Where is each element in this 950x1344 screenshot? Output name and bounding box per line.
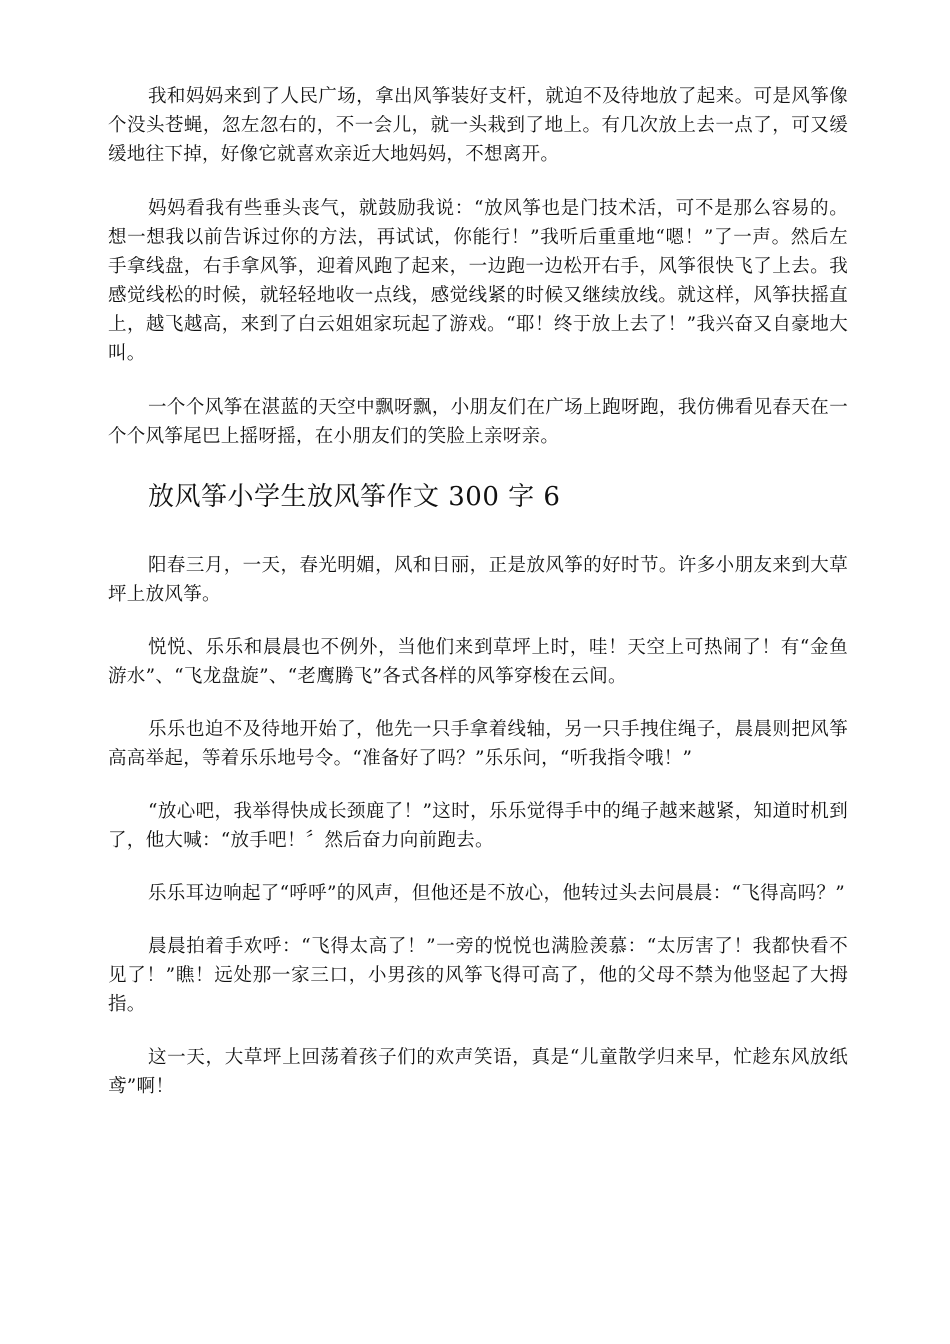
paragraph: 晨晨拍着手欢呼：“飞得太高了！”一旁的悦悦也满脸羡慕：“太厉害了！我都快看不见了！”瞧！远处那一家三口，小男孩的风筝飞得可高了，他的父母不禁为他竖起了大拇指。 bbox=[108, 936, 848, 1015]
paragraph: 一个个风筝在湛蓝的天空中飘呀飘，小朋友们在广场上跑呀跑，我仿佛看见春天在一个个风筝尾巴上摇呀摇，在小朋友们的笑脸上亲呀亲。 bbox=[108, 397, 848, 447]
paragraph: 悦悦、乐乐和晨晨也不例外，当他们来到草坪上时，哇！天空上可热闹了！有“金鱼游水”、“飞龙盘旋”、“老鹰腾飞”各式各样的风筝穿梭在云间。 bbox=[108, 637, 848, 687]
paragraph: 乐乐也迫不及待地开始了，他先一只手拿着线轴，另一只手拽住绳子，晨晨则把风筝高高举起，等着乐乐地号令。“准备好了吗？”乐乐问，“听我指令哦！” bbox=[108, 719, 848, 769]
paragraph: 这一天，大草坪上回荡着孩子们的欢声笑语，真是“儿童散学归来早，忙趁东风放纸鸢”啊！ bbox=[108, 1047, 848, 1097]
document-page bbox=[108, 82, 848, 1101]
paragraph: 乐乐耳边响起了“呼呼”的风声，但他还是不放心，他转过头去问晨晨：“飞得高吗？” bbox=[148, 883, 846, 904]
paragraph: 妈妈看我有些垂头丧气，就鼓励我说：“放风筝也是门技术活，可不是那么容易的。想一想我以前告诉过你的方法，再试试，你能行！”我听后重重地“嗯！”了一声。然后左手拿线盘，右手拿风筝，迎着风跑了起来，一边跑一边松开右手，风筝很快飞了上去。我感觉线松的时候，就轻轻地收一点线，感觉线紧的时候又继续放线。就这样，风筝扶摇直上，越飞越高，来到了白云姐姐家玩起了游戏。“耶！终于放上去了！”我兴奋又自豪地大叫。 bbox=[108, 198, 848, 364]
paragraph: “放心吧，我举得快成长颈鹿了！”这时，乐乐觉得手中的绳子越来越紧，知道时机到了，他大喊：“放手吧！〞然后奋力向前跑去。 bbox=[108, 801, 848, 851]
section-heading: 放风筝小学生放风筝作文 300 字 6 bbox=[148, 482, 561, 512]
paragraph: 阳春三月，一天，春光明媚，风和日丽，正是放风筝的好时节。许多小朋友来到大草坪上放风筝。 bbox=[108, 555, 848, 605]
paragraph: 我和妈妈来到了人民广场，拿出风筝装好支杆，就迫不及待地放了起来。可是风筝像个没头苍蝇，忽左忽右的，不一会儿，就一头栽到了地上。有几次放上去一点了，可又缓缓地往下掉，好像它就喜欢亲近大地妈妈，不想离开。 bbox=[108, 86, 848, 165]
